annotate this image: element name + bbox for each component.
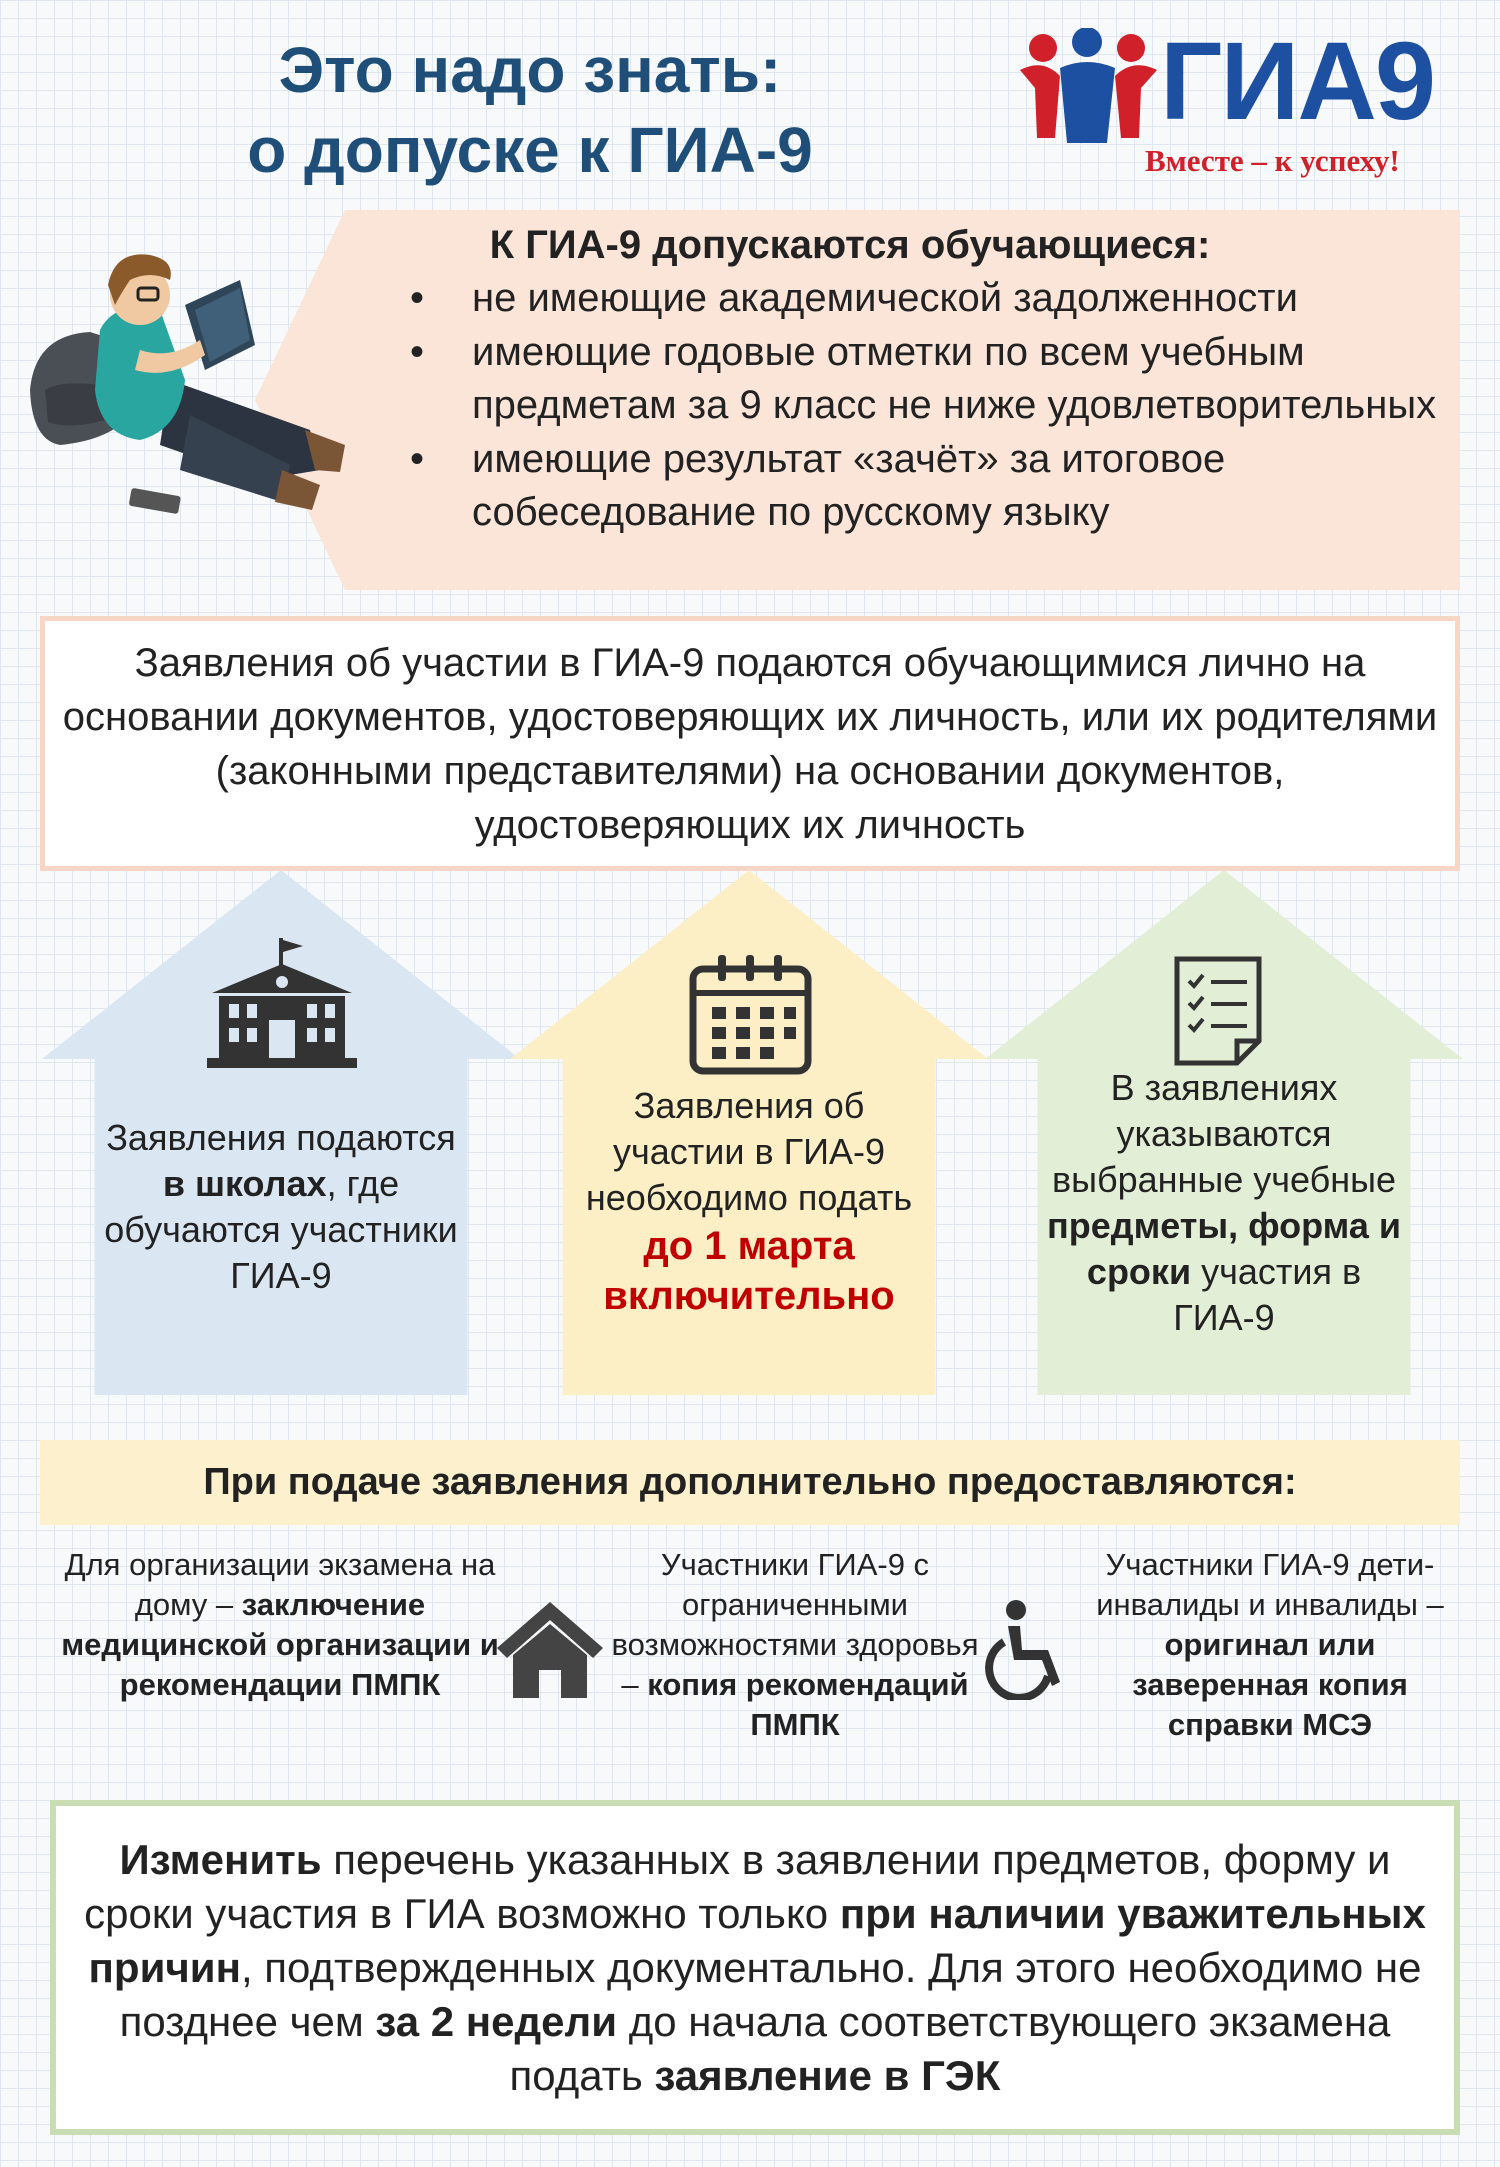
- logo-slogan: Вместе – к успеху!: [1145, 143, 1400, 178]
- school-building-icon: [207, 938, 357, 1070]
- change-bold: Изменить: [119, 1835, 322, 1883]
- admission-item: • имеющие годовые отметки по всем учебным предметам за 9 класс не ниже удовлетворительных: [410, 326, 1450, 433]
- checklist-icon: [1173, 955, 1263, 1067]
- doc-text-part: Участники ГИА-9 дети-инвалиды и инвалиды –: [1096, 1547, 1444, 1622]
- change-bold: заявление в ГЭК: [654, 2051, 1001, 2099]
- card-deadline-text: [570, 1083, 928, 1321]
- change-info-box: [50, 1800, 1460, 2135]
- doc-disabled: [1085, 1545, 1455, 1745]
- deadline-highlight: до 1 марта включительно: [603, 1224, 895, 1318]
- admission-item: • имеющие результат «зачёт» за итоговое собеседование по русскому языку: [410, 433, 1450, 540]
- gia9-logo: [1015, 18, 1460, 183]
- card-text-bold: предметы, форма и сроки: [1046, 1205, 1401, 1292]
- card-schools: [42, 870, 520, 1395]
- card-text-part: , где обучаются участники ГИА-9: [104, 1163, 458, 1296]
- house-icon: [495, 1600, 605, 1700]
- additional-title: При подаче заявления дополнительно предоставляются:: [203, 1461, 1297, 1503]
- student-reading-illustration: [20, 240, 420, 560]
- card-schools-text: [102, 1115, 460, 1299]
- change-part: перечень указанных в заявлении предметов, форму и сроки участия в ГИА возможно только: [84, 1835, 1391, 1937]
- card-subjects-text: [1045, 1065, 1403, 1341]
- page-title: [180, 30, 880, 190]
- card-deadline: [510, 870, 988, 1395]
- statement-text: Заявления об участии в ГИА-9 подаются обучающимися лично на основании документов, удостоверяющих их личность, или их родителями (законными представителями) на основании документов, удостоверяющих их личность: [62, 640, 1438, 847]
- doc-text-bold: оригинал или заверенная копия справки МСЭ: [1132, 1627, 1408, 1742]
- statement-box: [40, 616, 1460, 871]
- doc-limited-health: [610, 1545, 980, 1745]
- card-text-part: Заявления подаются: [106, 1117, 456, 1158]
- title-line-1: Это надо знать:: [278, 34, 782, 106]
- admission-list: [410, 272, 1450, 540]
- doc-text-part: Для организации экзамена на дому –: [64, 1547, 496, 1622]
- card-deadline-body: Заявления об участии в ГИА-9 необходимо подать: [585, 1085, 913, 1218]
- additional-title-bar: [40, 1440, 1460, 1525]
- logo-text: ГИА9: [1160, 20, 1435, 143]
- doc-text-bold: заключение медицинской организации и рекомендации ПМПК: [61, 1587, 499, 1702]
- change-bold: за 2 недели: [375, 1997, 618, 2045]
- wheelchair-icon: [978, 1598, 1070, 1700]
- people-figures-icon: [1015, 28, 1165, 148]
- doc-text-bold: копия рекомендаций ПМПК: [647, 1667, 969, 1742]
- card-text-part: В заявлениях указываются выбранные учебные: [1051, 1067, 1397, 1200]
- calendar-icon: [688, 955, 813, 1075]
- change-part: , подтвержденных документально. Для этого необходимо не позднее чем: [119, 1943, 1422, 2045]
- change-part: до начала соответствующего экзамена подать: [509, 1997, 1391, 2099]
- change-bold: при наличии уважительных причин: [88, 1889, 1426, 1991]
- card-text-bold: в школах: [162, 1163, 327, 1204]
- admission-title: К ГИА-9 допускаются обучающиеся:: [489, 223, 1211, 267]
- change-text: [70, 1833, 1440, 2103]
- title-line-2: о допуске к ГИА-9: [247, 114, 813, 186]
- admission-item: • не имеющие академической задолженности: [410, 272, 1450, 326]
- doc-text-part: Участники ГИА-9 с ограниченными возможностями здоровья –: [611, 1547, 979, 1702]
- card-subjects: [985, 870, 1463, 1395]
- card-text-part: участия в ГИА-9: [1173, 1251, 1362, 1338]
- doc-home-exam: [60, 1545, 500, 1705]
